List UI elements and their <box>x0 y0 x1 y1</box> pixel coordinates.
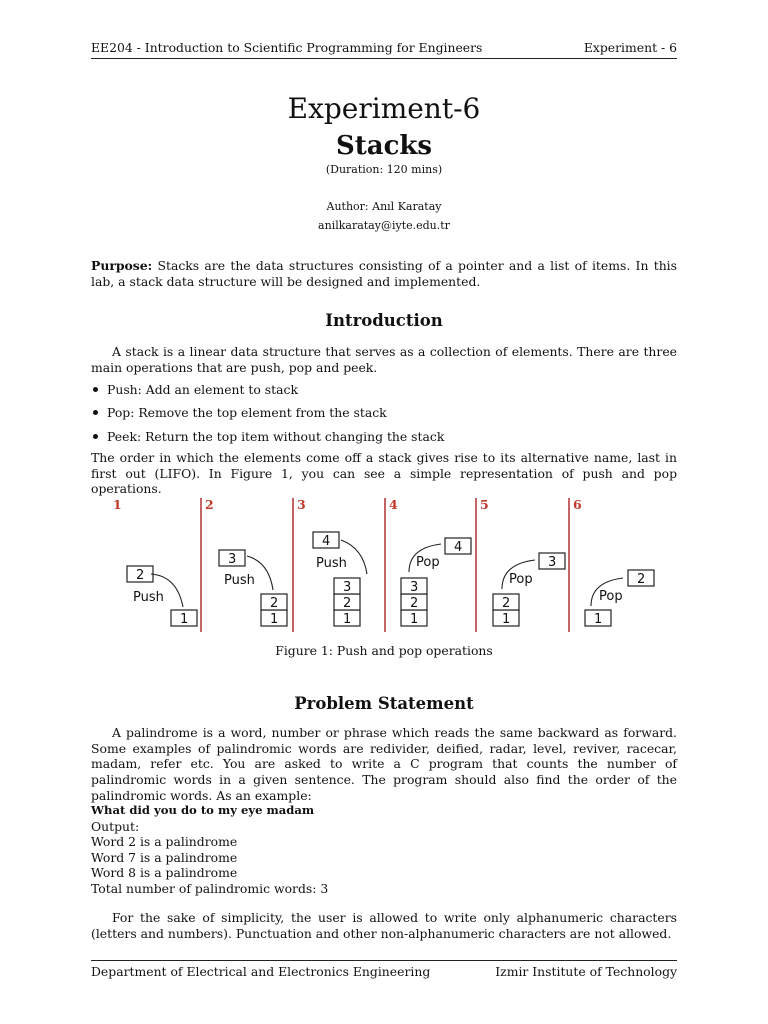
bullet-icon <box>93 434 98 439</box>
stack-element-label: 2 <box>136 568 145 583</box>
stack-element-label: 1 <box>270 612 279 627</box>
stack-element-label: 2 <box>270 596 279 611</box>
stack-element-label: 1 <box>410 612 419 627</box>
author: Author: Anıl Karatay <box>326 200 442 213</box>
stack-element-label: 4 <box>322 534 331 549</box>
document-page <box>91 0 677 1024</box>
output-line: Word 2 is a palindrome <box>91 834 238 849</box>
footer-department: Department of Electrical and Electronics Engineering <box>91 964 431 979</box>
step-number: 6 <box>573 497 582 512</box>
list-item <box>107 429 444 444</box>
output-line: Word 7 is a palindrome <box>91 850 238 865</box>
stack-element-label: 3 <box>548 555 557 570</box>
list-item <box>107 405 387 420</box>
introduction-paragraph-2: The order in which the elements come off a stack gives rise to its alternative name, last in first out (LIFO). In Figure 1, you can see a simple representation of push and pop operations. <box>91 450 677 497</box>
bullet-icon <box>93 410 98 415</box>
bullet-icon <box>93 387 98 392</box>
document-subtitle: Stacks <box>335 131 433 161</box>
duration: (Duration: 120 mins) <box>325 163 443 176</box>
stack-element-label: 1 <box>343 612 352 627</box>
stack-element-label: 3 <box>343 580 352 595</box>
stack-element-label: 2 <box>637 572 646 587</box>
page-footer <box>91 960 677 979</box>
introduction-paragraph-1: A stack is a linear data structure that serves as a collection of elements. There are three main operations that are push, pop and peek. <box>91 344 677 375</box>
header-course: EE204 - Introduction to Scientific Programming for Engineers <box>91 40 483 55</box>
step-number: 5 <box>480 497 489 512</box>
problem-statement-heading: Problem Statement <box>294 694 474 713</box>
list-item-text: Pop: Remove the top element from the stack <box>107 405 387 420</box>
purpose-text: Stacks are the data structures consisting of a pointer and a list of items. In this lab, a stack data structure will be designed and implemented. <box>91 258 677 289</box>
push-pop-figure <box>91 492 677 637</box>
operation-label: Push <box>133 590 164 605</box>
stack-element-label: 2 <box>502 596 511 611</box>
list-item-text: Push: Add an element to stack <box>107 382 298 397</box>
stack-element-label: 1 <box>594 612 603 627</box>
step-number: 3 <box>297 497 306 512</box>
output-line: Output: <box>91 819 140 834</box>
list-item <box>107 382 298 397</box>
stack-element-label: 4 <box>454 540 463 555</box>
page-header <box>91 40 677 59</box>
operation-label: Pop <box>599 589 623 604</box>
operation-label: Pop <box>416 555 440 570</box>
operation-label: Push <box>224 573 255 588</box>
operation-label: Pop <box>509 572 533 587</box>
introduction-heading: Introduction <box>325 311 443 330</box>
step-number: 1 <box>113 497 122 512</box>
stack-element-label: 2 <box>343 596 352 611</box>
document-title: Experiment-6 <box>287 92 481 125</box>
example-input: What did you do to my eye madam <box>91 803 315 817</box>
list-item-text: Peek: Return the top item without changing the stack <box>107 429 445 444</box>
author-email: anilkaratay@iyte.edu.tr <box>318 219 450 232</box>
stack-element-label: 3 <box>410 580 419 595</box>
step-number: 2 <box>205 497 214 512</box>
purpose-paragraph <box>91 258 677 289</box>
problem-paragraph-2: For the sake of simplicity, the user is allowed to write only alphanumeric characters (letters and numbers). Punctuation and other non-alphanumeric characters are not allowed. <box>91 910 677 941</box>
stack-element-label: 1 <box>502 612 511 627</box>
footer-institute: Izmir Institute of Technology <box>495 964 677 979</box>
problem-paragraph-1: A palindrome is a word, number or phrase which reads the same backward as forward. Some examples of palindromic words are redivider, deified, radar, level, reviver, racecar, madam, refer etc. You are asked to write a C program that counts the number of palindromic words in a given sentence. The program should also find the order of the palindromic words. As an example: <box>91 725 677 803</box>
stack-element-label: 1 <box>180 612 189 627</box>
step-number: 4 <box>389 497 398 512</box>
figure-caption: Figure 1: Push and pop operations <box>275 643 493 658</box>
output-line: Total number of palindromic words: 3 <box>91 881 329 896</box>
operation-label: Push <box>316 556 347 571</box>
stack-element-label: 2 <box>410 596 419 611</box>
purpose-label: Purpose: <box>91 258 153 273</box>
header-experiment: Experiment - 6 <box>583 40 677 55</box>
stack-element-label: 3 <box>228 552 237 567</box>
output-line: Word 8 is a palindrome <box>91 865 238 880</box>
